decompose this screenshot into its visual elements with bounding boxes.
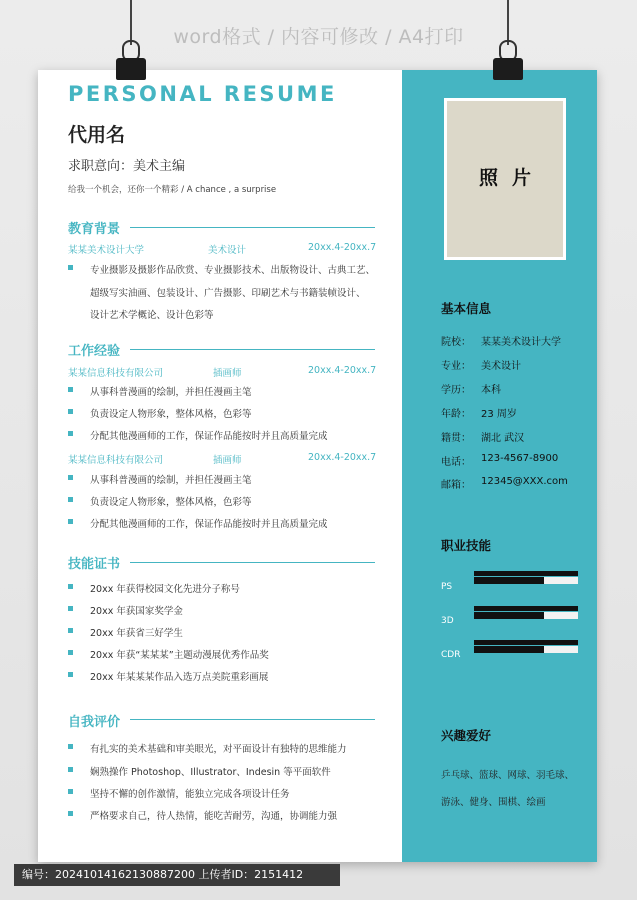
bullet-icon <box>68 744 73 749</box>
list-item-continued: 超级写实油画、包装设计、广告摄影、印刷艺术与书籍装帧设计、 <box>90 288 366 299</box>
work-role: 插画师 <box>213 368 242 379</box>
work-company: 某某信息科技有限公司 <box>68 455 164 466</box>
skill-label: CDR <box>441 650 461 660</box>
hobby-line: 游泳、健身、围棋、绘画 <box>441 797 546 808</box>
bullet-icon <box>68 628 73 633</box>
bullet-icon <box>68 431 73 436</box>
header-caption: word格式 / 内容可修改 / A4打印 <box>173 26 464 48</box>
hanging-wire-left <box>130 0 132 45</box>
basic-info-heading: 基本信息 <box>441 301 492 316</box>
info-row: 邮箱： 12345@XXX.com <box>441 476 568 491</box>
photo-label: 照片 <box>478 167 545 189</box>
resume-page: PERSONAL RESUME 代用名 求职意向：美术主编 给我一个机会，还你一个精彩 / A chance , a surprise 教育背景 某某美术设计大学 美术设计 20xx.4-20xx.7 专业摄影及摄影作品欣赏、专业摄影技术、出版物设计、古典工艺、 超级写实油画、包装设计、广告摄影、印刷艺术与书籍装帧设计、 设计艺术学概论、设计色彩等 工作经验 某某信息科技有限公司 插画师 20xx.4-20xx.7 从事科普漫画的绘制，并担任漫画主笔 负责设定人物形象，整体风格，色彩等 分配其他漫画师的工作，保证作品能按时并且高质量完成 某某信息科技有限公司 插画师 20xx.4-20xx.7 从事科普漫画的绘制，并担任漫画主笔 负责设定人物形象，整体风格，色彩等 分配其他漫画师的工作，保证作品能按时并且高质量完成 技能证书 20xx 年获得校园文化先进分子称号 20xx 年获国家奖学金 20xx 年获省三好学生 20xx 年获“某某某”主题动漫展优秀作品奖 20xx 年某某某作品入选万点美院重彩画展 自我评价 有扎实的美术基础和审美眼光，对平面设计有独特的思维能力 娴熟操作 Photoshop、Illustrator、Indesin 等平面软件 坚持不懈的创作激情，能独立完成各项设计任务 严格要求自己，待人热情，能吃苦耐劳，沟通，协调能力强 照片 基本信息 院校： 某某美术设计大学 专业： 美术设计 学历： 本科 年龄： 23 周岁 籍贯： 湖北 武汉 电话： 123-4567-8900 邮箱： 12345@XXX.com 职业技能 PS 3D CDR 兴趣爱好 乒乓球、篮球、网球、羽毛球、 游泳、健身、围棋、绘画 <box>38 70 597 862</box>
bullet-icon <box>68 606 73 611</box>
education-major: 美术设计 <box>208 245 247 256</box>
skill-label: PS <box>441 582 453 592</box>
bullet-icon <box>68 387 73 392</box>
bullet-icon <box>68 265 73 270</box>
work-role: 插画师 <box>213 455 242 466</box>
work-heading: 工作经验 <box>68 344 121 359</box>
education-school: 某某美术设计大学 <box>68 245 145 256</box>
certs-heading: 技能证书 <box>68 557 121 572</box>
resume-title: PERSONAL RESUME <box>68 82 337 106</box>
skills-heading: 职业技能 <box>441 538 492 553</box>
info-row: 籍贯： 湖北 武汉 <box>441 433 525 444</box>
hanging-wire-right <box>507 0 509 45</box>
skill-bar <box>474 646 578 653</box>
hobby-heading: 兴趣爱好 <box>441 728 492 743</box>
info-row: 院校： 某某美术设计大学 <box>441 337 561 348</box>
sidebar <box>402 70 597 862</box>
motto: 给我一个机会，还你一个精彩 / A chance , a surprise <box>68 185 277 195</box>
hobby-line: 乒乓球、篮球、网球、羽毛球、 <box>441 770 575 781</box>
binder-clip-right <box>493 40 523 84</box>
info-row: 学历： 本科 <box>441 385 501 396</box>
bullet-icon <box>68 672 73 677</box>
candidate-name: 代用名 <box>68 124 126 146</box>
work-period: 20xx.4-20xx.7 <box>308 452 377 463</box>
self-heading: 自我评价 <box>68 715 121 730</box>
work-divider <box>130 349 375 350</box>
info-row: 专业： 美术设计 <box>441 361 521 372</box>
footer-id: 编号：20241014162130887200 上传者ID：2151412 <box>14 864 340 886</box>
bullet-icon <box>68 650 73 655</box>
education-divider <box>130 227 375 228</box>
work-company: 某某信息科技有限公司 <box>68 368 164 379</box>
bullet-icon <box>68 789 73 794</box>
bullet-icon <box>68 409 73 414</box>
list-item-continued: 设计艺术学概论、设计色彩等 <box>90 310 214 321</box>
education-heading: 教育背景 <box>68 222 121 237</box>
work-period: 20xx.4-20xx.7 <box>308 365 377 376</box>
photo-placeholder <box>444 98 566 260</box>
bullet-icon <box>68 497 73 502</box>
bullet-icon <box>68 811 73 816</box>
skill-label: 3D <box>441 616 454 626</box>
skill-bar <box>474 612 578 619</box>
bullet-icon <box>68 519 73 524</box>
certs-divider <box>130 562 375 563</box>
bullet-icon <box>68 475 73 480</box>
education-period: 20xx.4-20xx.7 <box>308 242 377 253</box>
binder-clip-left <box>116 40 146 84</box>
info-row: 电话： 123-4567-8900 <box>441 453 559 468</box>
job-intent: 求职意向：美术主编 <box>68 159 186 174</box>
bullet-icon <box>68 584 73 589</box>
skill-bar <box>474 577 578 584</box>
self-divider <box>130 719 375 720</box>
info-row: 年龄： 23 周岁 <box>441 409 517 420</box>
bullet-icon <box>68 767 73 772</box>
